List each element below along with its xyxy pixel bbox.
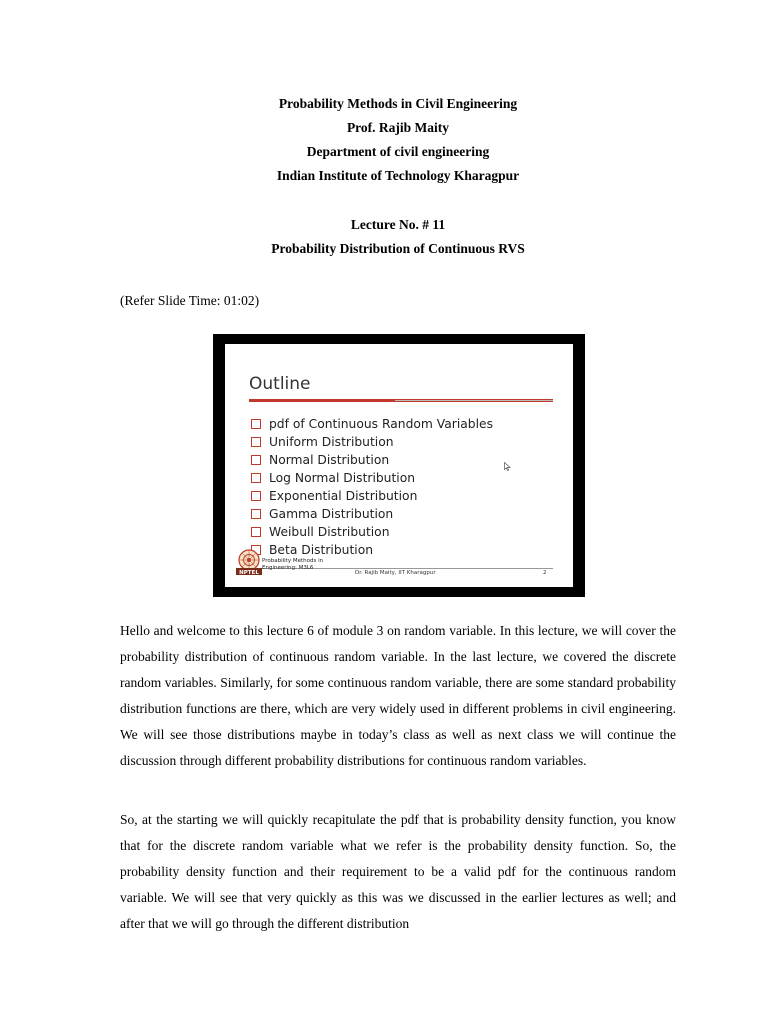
- checkbox-bullet-icon: [251, 473, 261, 483]
- list-item: [251, 451, 493, 469]
- checkbox-bullet-icon: [251, 491, 261, 501]
- list-item-label: Normal Distribution: [269, 453, 390, 467]
- lecture-number: Lecture No. # 11: [350, 217, 446, 232]
- list-item: [251, 487, 493, 505]
- slide-image: [213, 334, 585, 597]
- paragraph-2: So, at the starting we will quickly recapitulate the pdf that is probability density function, you know that for the discrete random variable what we refer is the probability density function. So, the probability density function and their requirement to be a valid pdf for the continuous random variable. We will see that very quickly as this was we discussed in the earlier lectures as well; and after that we will go through the different distribution: [120, 812, 676, 931]
- lecture-header: [0, 213, 768, 261]
- checkbox-bullet-icon: [251, 455, 261, 465]
- list-item: [251, 469, 493, 487]
- refer-slide-time: (Refer Slide Time: 01:02): [120, 293, 260, 308]
- slide-page-number: 2: [543, 570, 547, 576]
- list-item-label: Gamma Distribution: [269, 507, 394, 521]
- professor-name: Prof. Rajib Maity: [346, 120, 450, 135]
- checkbox-bullet-icon: [251, 437, 261, 447]
- checkbox-bullet-icon: [251, 509, 261, 519]
- list-item-label: Weibull Distribution: [269, 525, 390, 539]
- list-item: [251, 433, 493, 451]
- paragraph-1: Hello and welcome to this lecture 6 of module 3 on random variable. In this lecture, we will cover the probability distribution of continuous random variable. In the last lecture, we covered the discrete random variables. Similarly, for some continuous random variable, there are some standard probability distribution functions are there, which are very widely used in different problems in civil engineering. We will see those distributions maybe in today’s class as well as next class we will continue the discussion through different probability distributions for continuous random variables.: [120, 623, 676, 768]
- slide-title-thin-rule: [395, 400, 553, 401]
- list-item: [251, 505, 493, 523]
- slide-outline-list: [251, 415, 493, 559]
- course-title: Probability Methods in Civil Engineering: [278, 96, 518, 111]
- slide-footer-line-2: Engineering: M3L6: [262, 565, 314, 571]
- list-item-label: pdf of Continuous Random Variables: [269, 417, 493, 431]
- slide-footer-course: [262, 558, 323, 572]
- list-item-label: Beta Distribution: [269, 543, 374, 557]
- document-header: [0, 92, 768, 188]
- list-item-label: Log Normal Distribution: [269, 471, 416, 485]
- slide-footer-author: Dr. Rajib Maity, IIT Kharagpur: [355, 570, 436, 576]
- checkbox-bullet-icon: [251, 527, 261, 537]
- list-item: [251, 541, 493, 559]
- checkbox-bullet-icon: [251, 419, 261, 429]
- list-item-label: Exponential Distribution: [269, 489, 418, 503]
- lecture-title: Probability Distribution of Continuous RVS: [271, 241, 525, 256]
- slide-title: Outline: [249, 374, 311, 394]
- mouse-cursor-icon: [504, 462, 511, 471]
- institute-name: Indian Institute of Technology Kharagpur: [276, 168, 520, 183]
- department-name: Department of civil engineering: [306, 144, 490, 159]
- slide-content: [225, 344, 573, 587]
- nptel-logo-text: NPTEL: [239, 569, 259, 576]
- list-item: [251, 523, 493, 541]
- nptel-logo-icon: [235, 548, 263, 576]
- list-item: [251, 415, 493, 433]
- slide-footer-line-1: Probability Methods in: [262, 558, 324, 564]
- list-item-label: Uniform Distribution: [269, 435, 394, 449]
